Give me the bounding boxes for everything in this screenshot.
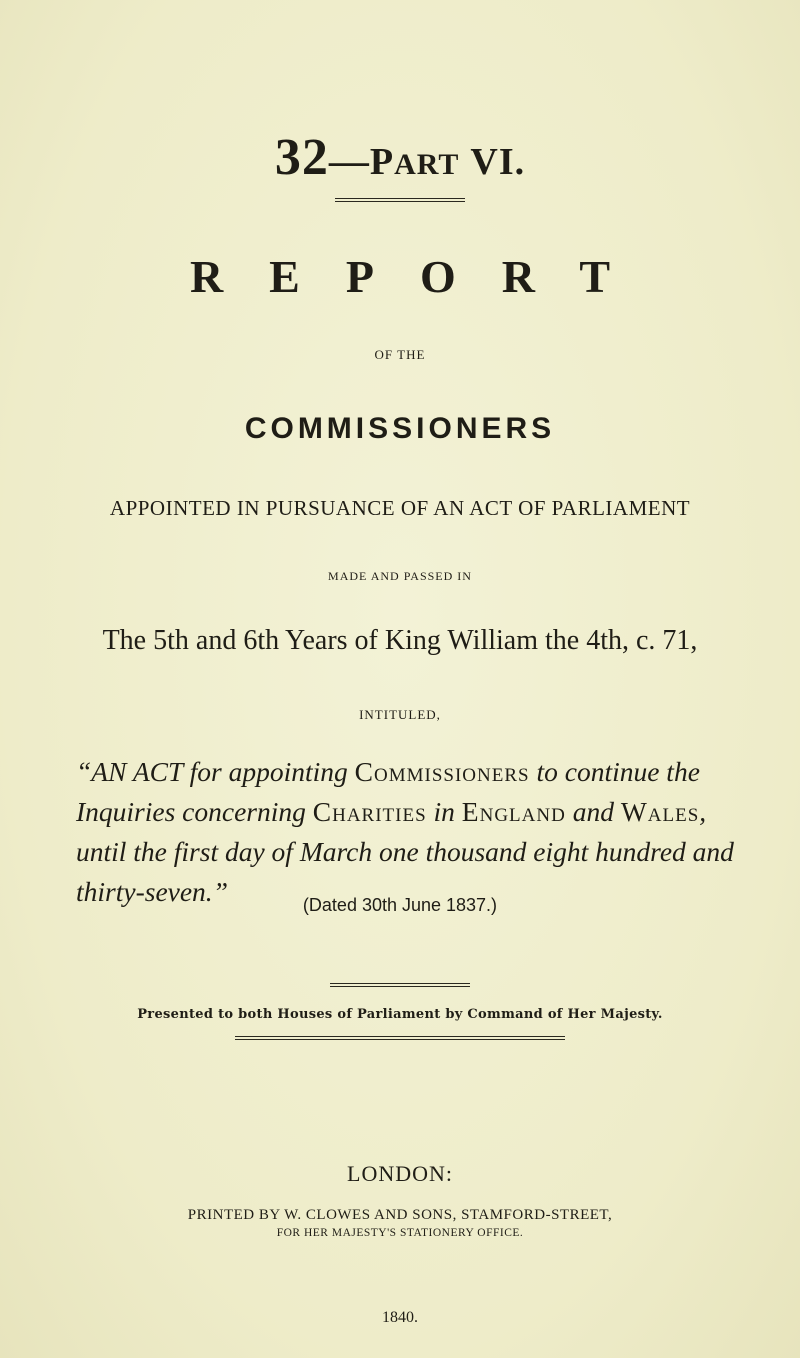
act-text-4: and (565, 796, 621, 827)
made-and-passed-line: MADE AND PASSED IN (328, 569, 472, 583)
act-wales: Wales (620, 796, 700, 827)
heading-dash: — (328, 138, 370, 183)
presented-line: Presented to both Houses of Parliament by Command of Her Majesty. (137, 1007, 663, 1022)
act-title-paragraph (76, 752, 736, 912)
act-text-2: to continue the Inquiries concerning (76, 756, 700, 827)
part-numeral: VI. (470, 141, 526, 183)
act-charities: Charities (312, 796, 427, 827)
of-the-line: OF THE (374, 347, 426, 362)
presented-rule-bottom (235, 1036, 565, 1040)
act-england: England (461, 796, 566, 827)
intituled-line: INTITULED, (359, 707, 441, 722)
imprint-office: FOR HER MAJESTY'S STATIONERY OFFICE. (276, 1227, 524, 1239)
open-quote: “ (76, 756, 92, 787)
imprint-printer: PRINTED BY W. CLOWES AND SONS, STAMFORD-STREET, (187, 1207, 613, 1223)
report-title: REPORT (189, 251, 657, 302)
act-text-3: in (426, 796, 462, 827)
close-quote: ” (212, 876, 228, 907)
act-commissioners: Commissioners (354, 756, 530, 787)
part-rest: ART (394, 148, 460, 181)
heading-rule (335, 198, 465, 202)
dated-line: (Dated 30th June 1837.) (302, 895, 498, 915)
commissioners-title: COMMISSIONERS (244, 412, 556, 445)
part-initial: P (369, 141, 395, 183)
act-text-5: , until the first day of March one thousand eight hundred and thirty-seven. (76, 796, 734, 907)
act-text-1: AN ACT for appointing (91, 756, 355, 787)
imprint-year: 1840. (382, 1309, 418, 1326)
presented-rule-top (330, 983, 470, 987)
imprint-city: LONDON: (347, 1161, 453, 1186)
appointed-line: APPOINTED IN PURSUANCE OF AN ACT OF PARLIAMENT (109, 496, 691, 520)
page-heading (0, 128, 800, 187)
page-number: 32 (274, 129, 329, 186)
years-line: The 5th and 6th Years of King William the 4th, c. 71, (102, 625, 698, 656)
